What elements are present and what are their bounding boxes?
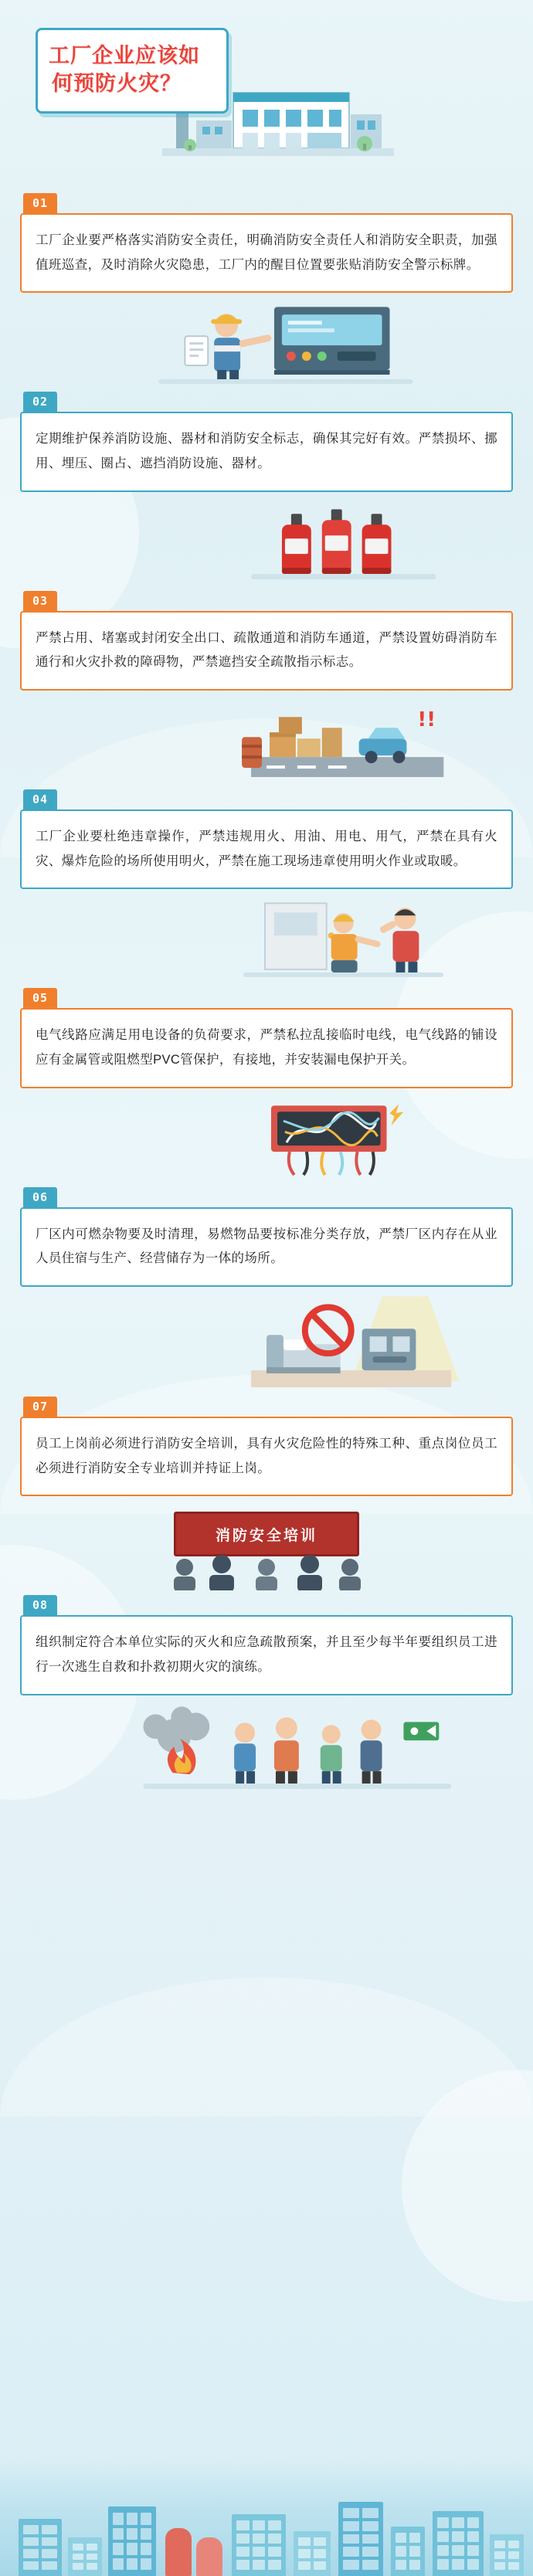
section-card [20,1207,513,1287]
audience-icon [151,1553,382,1590]
section-06 [20,1187,513,1392]
section-card [20,412,513,491]
section-number-badge: 01 [23,193,57,213]
section-04 [20,789,513,983]
fire-safety-training-illustration [20,1499,513,1590]
section-number-badge: 04 [23,789,57,809]
section-text: 工厂企业要严格落实消防安全责任，明确消防安全责任人和消防安全职责，加强值班巡查，及时消除火灾隐患，工厂内的醒目位置要张贴消防安全警示标牌。 [36,233,497,272]
footer-building [391,2527,425,2576]
footer-building [490,2534,524,2576]
page-title-line-2: 何预防火灾？ [52,71,182,95]
section-number-badge: 06 [23,1187,57,1207]
section-01 [20,193,513,387]
footer-building [232,2514,286,2576]
fire-extinguishers-illustration [20,495,513,586]
section-number-badge: 08 [23,1595,57,1615]
evacuation-drill-icon [20,1699,513,1800]
section-07 [20,1397,513,1590]
welding-worker-illustration [20,892,513,983]
section-text: 定期维护保养消防设施、器材和消防安全标志，确保其完好有效。严禁损坏、挪用、埋压、圈占、遮挡消防设施、器材。 [36,432,497,471]
blocked-lane-icon [20,694,513,785]
section-text: 严禁占用、堵塞或封闭安全出口、疏散通道和消防车通道，严禁设置妨碍消防车通行和火灾扑救的障碍物，严禁遮挡安全疏散指示标志。 [36,630,497,670]
footer-storage-tank [165,2528,192,2576]
section-text: 员工上岗前必须进行消防安全培训，具有火灾危险性的特殊工种、重点岗位员工必须进行消防安全专业培训并持证上岗。 [36,1437,497,1475]
section-03 [20,591,513,785]
section-card [20,809,513,889]
welding-worker-icon [20,892,513,983]
fire-extinguisher-icon [20,495,513,586]
worker-panel-icon [20,296,513,387]
section-text: 组织制定符合本单位实际的灭火和应急疏散预案，并且至少每半年要组织员工进行一次逃生自救和扑救初期火灾的演练。 [36,1635,497,1675]
section-text: 电气线路应满足用电设备的负荷要求，严禁私拉乱接临时电线，电气线路的铺设应有金属管或阻燃型PVC管保护，有接地，并安装漏电保护开关。 [36,1028,497,1067]
messy-wiring-illustration [20,1091,513,1183]
svg-text:!!: !! [417,708,436,732]
section-card [20,213,513,293]
page-title [36,28,229,114]
section-02 [20,392,513,585]
section-card [20,1417,513,1496]
section-05 [20,988,513,1182]
section-card [20,611,513,691]
section-number-badge: 02 [23,392,57,412]
background-wave [0,1977,533,2116]
footer-building [433,2511,484,2576]
page-title-line-1: 工厂企业应该如 [49,44,200,67]
footer-storage-tank [196,2537,222,2576]
no-sleeping-sign-icon [20,1290,513,1392]
footer-building [19,2519,62,2576]
section-text: 厂区内可燃杂物要及时清理，易燃物品要按标准分类存放，严禁厂区内存在从业人员住宿与生产、经营储存为一体的场所。 [36,1227,497,1266]
worker-inspecting-control-panel-illustration [20,296,513,387]
section-number-badge: 05 [23,988,57,1008]
training-banner [174,1512,359,1556]
footer-building [108,2506,156,2576]
background-blob [402,2070,533,2302]
section-card [20,1615,513,1695]
section-card [20,1008,513,1088]
section-08 [20,1595,513,1800]
header [0,0,533,193]
no-living-in-factory-illustration [20,1290,513,1392]
section-text: 工厂企业要杜绝违章操作，严禁违规用火、用油、用电、用气，严禁在具有火灾、爆炸危险的场所使用明火，严禁在施工现场违章使用明火作业或取暖。 [36,830,497,868]
footer-building [294,2531,331,2576]
blocked-fire-lane-illustration [20,694,513,785]
footer-skyline [0,2460,533,2576]
fire-drill-illustration [20,1699,513,1800]
training-banner-text: 消防安全培训 [215,1527,317,1544]
footer-building [68,2537,102,2576]
footer-building [338,2502,383,2576]
section-number-badge: 03 [23,591,57,611]
section-number-badge: 07 [23,1397,57,1417]
wiring-box-icon [20,1091,513,1183]
